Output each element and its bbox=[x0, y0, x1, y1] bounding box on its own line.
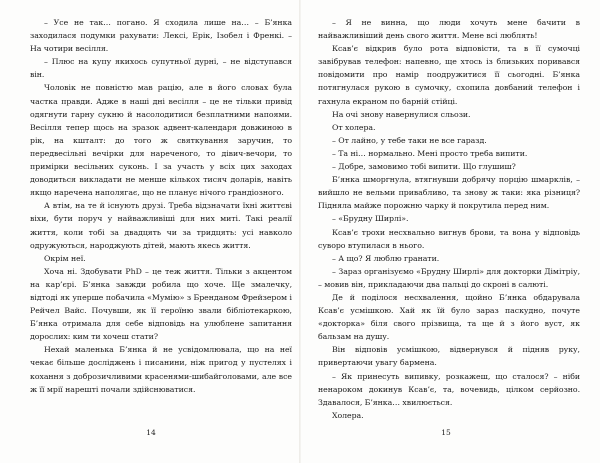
page-number-right: 15 bbox=[441, 428, 451, 437]
right-paragraph: Ксав’є відкрив було рота відповісти, та в її сумочці завібрував телефон: напевно, ще хтось із близьких поривався повідомити про намір поодружитися її сьогодні. Б’янка потягнулася рукою в сумочку, схопила довбаний телефон і гахнула екраном по барній стійці. bbox=[318, 44, 580, 106]
left-paragraph: Окрім неї. bbox=[44, 253, 86, 263]
right-paragraph: – От лайно, у тебе таки не все гаразд. bbox=[332, 135, 487, 145]
right-page bbox=[318, 16, 580, 456]
book-gutter bbox=[299, 0, 301, 463]
left-paragraph: Нехай маленька Б’янка й не усвідомлювала, що на неї чекає більше досліджень і писанини, ніж пригод у пустелях і кохання з доброзичливими красенями-шибайголовами, але все ж її мрії нарешті почали здійснюватися. bbox=[30, 345, 292, 394]
left-paragraph: – Плюс на купу якихось супутньої дурні, – не відступався він. bbox=[30, 57, 292, 80]
right-paragraph: Холера. bbox=[332, 410, 364, 420]
right-paragraph: Де й поділося несхвалення, щойно Б’янка обдарувала Ксав’є усмішкою. Хай як їй було зараз паскудно, почуте «докторка» біля свого прізвища, та ще й з його вуст, як бальзам на душу. bbox=[318, 292, 580, 342]
right-paragraph: Ксав’є трохи несхвально вигнув брови, та вона у відповідь суворо втупилася в нього. bbox=[318, 227, 580, 250]
right-paragraph: – Зараз організуємо «Брудну Ширлі» для докторки Дімітріу, – мовив він, прикладаючи два пальці до скроні в салюті. bbox=[318, 266, 580, 289]
right-paragraph: Б’янка шморгнула, втягнувши добрячу порцію шмарклів, – вийшло не вельми привабливо, та знову ж таки: яка різниця? Підняла майже порожню чарку й покрутила перед ним. bbox=[318, 175, 580, 211]
right-paragraph: – «Брудну Ширлі». bbox=[332, 214, 409, 224]
left-paragraph: Чоловік не повністю мав рацію, але в його словах була частка правди. Адже в наші дні весілля – це не тільки привід одягнути гарну сукню й насолодитися безплатними напоями. Весілля тепер щось на зразок адвент-календаря довжиною в рік, на кшталт: до того ж святкування заручин, то передвесільні вечірки для нареченого, то дівич-вечори, то примірки весільних суконь. І за участь у всіх цих заходах доводиться викладати не менше кількох тисяч доларів, навіть якщо наречена наполягає, що не планує нічого грандіозного. bbox=[30, 83, 292, 198]
left-paragraph: – Усе не так… погано. Я сходила лише на… – Б’янка заходилася подумки рахувати: Лексі, Ерік, Ізобел і Френкі. – На чотири весілля. bbox=[30, 18, 292, 54]
right-paragraph: На очі знову навернулися сльози. bbox=[332, 109, 471, 119]
right-paragraph: – Та ні… нормально. Мені просто треба випити. bbox=[332, 148, 528, 158]
left-paragraph: А втім, на те й існують друзі. Треба відзначати їхні життєві віхи, бути поруч у найважливіші для них миті. Такі реалії життя, коли тобі за двадцять чи за тридцять: усі навколо одружуються, народжують дітей, мають якесь життя. bbox=[30, 201, 292, 250]
right-paragraph: – А що? Я люблю гранати. bbox=[332, 253, 440, 263]
right-paragraph: Він відповів усмішкою, відвернувся й підняв руку, привертаючи увагу бармена. bbox=[318, 345, 580, 368]
right-paragraph: – Добре, замовимо тобі випити. Що глушиш? bbox=[332, 162, 516, 172]
right-paragraph: – Я не винна, що люди хочуть мене бачити в найважливіший день свого життя. Мене всі люблять! bbox=[318, 18, 580, 41]
left-page bbox=[30, 16, 292, 456]
right-paragraph: От холера. bbox=[332, 122, 376, 132]
left-paragraph: Хоча ні. Здобувати PhD – це теж життя. Тільки з акцентом на кар’єрі. Б’янка завжди робила що хоче. Ще змалечку, відтоді як уперше побачила «Мумію» з Бренданом Фрейзером і Рейчел Вайс. Почувши, як її героїню звали бібліотекаркою, Б’янка отримала для себе відповідь на улюблене запитання дорослих: ким ти хочеш стати? bbox=[30, 266, 292, 342]
right-paragraph: – Як принесуть випивку, розкажеш, що сталося? – ніби ненароком докинув Ксав’є, та, вочевидь, цілком серйозно. Здавалося, Б’янка… хвилюється. bbox=[318, 371, 580, 407]
page-number-left: 14 bbox=[146, 428, 156, 437]
